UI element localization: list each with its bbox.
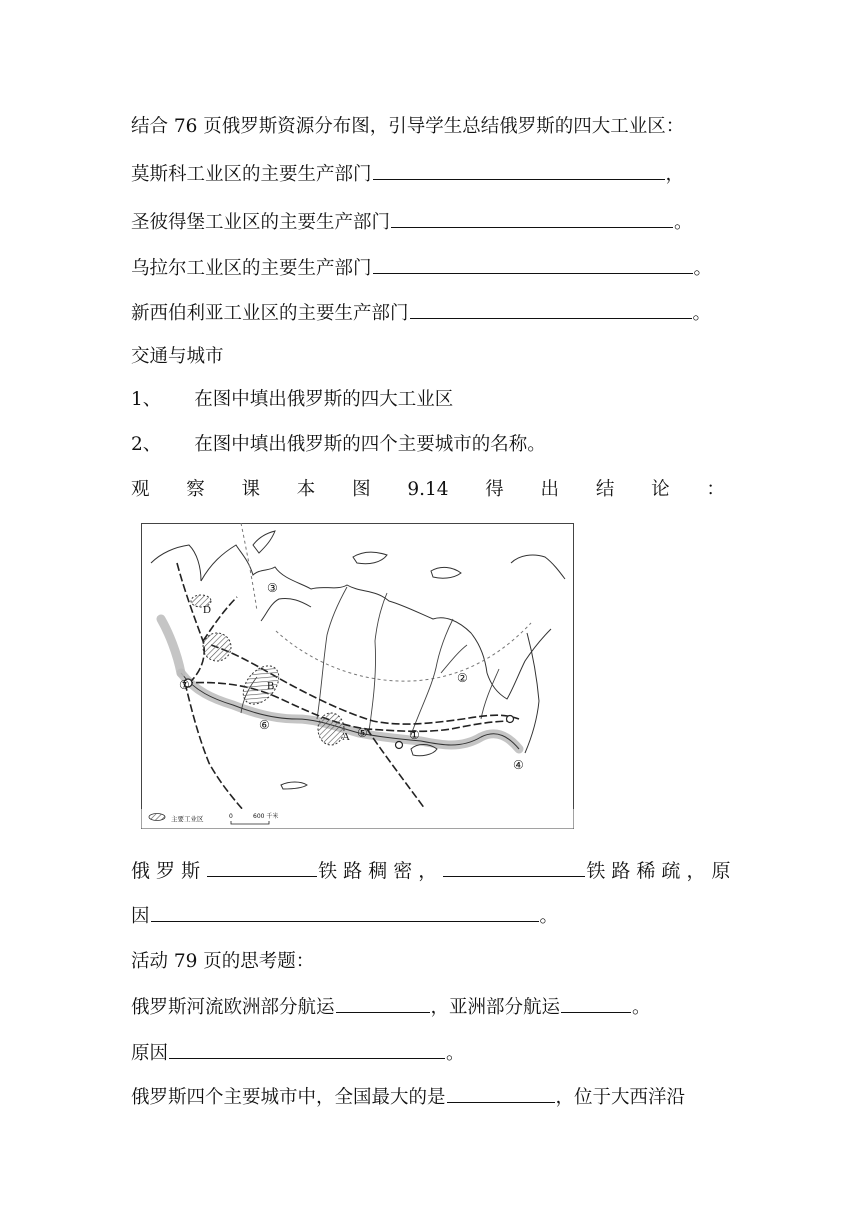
answer-blank[interactable] xyxy=(151,903,539,922)
reason-line: 原因 。 xyxy=(131,1040,465,1066)
answer-blank[interactable] xyxy=(336,994,430,1013)
answer-blank[interactable] xyxy=(373,161,665,180)
industrial-region-d xyxy=(203,633,231,661)
city-marker xyxy=(396,742,403,749)
industrial-region-a xyxy=(318,713,344,745)
map-number-7: ⑦ xyxy=(179,678,190,692)
region-st-petersburg: 圣彼得堡工业区的主要生产部门 。 xyxy=(131,209,693,235)
railway-reason-line: 因 。 xyxy=(131,903,558,929)
map-label-b: B xyxy=(267,680,275,692)
answer-blank[interactable] xyxy=(410,300,692,319)
city-marker xyxy=(507,716,514,723)
map-legend xyxy=(142,809,574,829)
answer-blank[interactable] xyxy=(443,858,585,877)
cities-line: 俄罗斯四个主要城市中，全国最大的是 ，位于大西洋沿 xyxy=(131,1084,685,1110)
svg-text:600 千米: 600 千米 xyxy=(253,813,279,820)
answer-blank[interactable] xyxy=(391,209,673,228)
intro-text: 结合 76 页俄罗斯资源分布图，引导学生总结俄罗斯的四大工业区： xyxy=(131,116,685,137)
activity-title: 活动 79 页的思考题： xyxy=(131,951,315,972)
region-moscow: 莫斯科工业区的主要生产部门 ， xyxy=(131,161,684,187)
answer-blank[interactable] xyxy=(207,858,317,877)
railway-line: 俄 罗 斯 铁 路 稠 密 ， 铁 路 稀 疏 ， 原 xyxy=(131,860,731,882)
map-number-2: ② xyxy=(457,671,468,685)
answer-blank[interactable] xyxy=(561,994,631,1013)
observe-line: 观 察 课 本 图 9.14 得 出 结 论 ： xyxy=(131,479,725,500)
answer-blank[interactable] xyxy=(447,1084,555,1103)
section-title: 交通与城市 xyxy=(131,346,224,367)
task-1: 1、 在图中填出俄罗斯的四大工业区 xyxy=(131,389,454,410)
map-number-4: ④ xyxy=(513,758,524,772)
svg-text:0: 0 xyxy=(229,813,233,820)
region-ural: 乌拉尔工业区的主要生产部门 。 xyxy=(131,255,712,281)
rivers-line: 俄罗斯河流欧洲部分航运 ，亚洲部分航运 。 xyxy=(131,994,651,1020)
map-number-5: ⑤ xyxy=(357,726,368,740)
russia-industry-map xyxy=(141,523,574,829)
region-novosibirsk: 新西伯利亚工业区的主要生产部门 。 xyxy=(131,300,711,326)
answer-blank[interactable] xyxy=(169,1040,445,1059)
map-number-6: ⑥ xyxy=(259,718,270,732)
map-number-3: ③ xyxy=(267,581,278,595)
map-label-d: D xyxy=(203,604,211,616)
answer-blank[interactable] xyxy=(373,255,693,274)
map-label-a: A xyxy=(342,731,350,743)
map-number-1: ① xyxy=(409,728,420,742)
svg-text:主要工业区: 主要工业区 xyxy=(171,815,204,823)
task-2: 2、 在图中填出俄罗斯的四个主要城市的名称。 xyxy=(131,434,546,455)
